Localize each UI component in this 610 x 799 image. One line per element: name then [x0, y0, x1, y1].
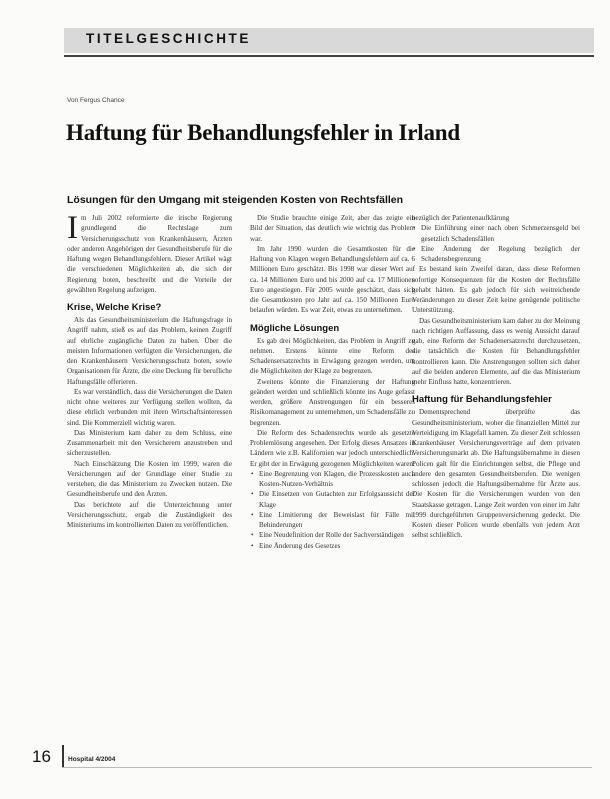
heading-krise: Krise, Welche Krise? [67, 302, 162, 313]
heading-haftung: Haftung für Behandlungsfehler [412, 394, 552, 406]
article-subtitle: Lösungen für den Umgang mit steigenden Kosten von Rechtsfällen [67, 194, 404, 206]
paragraph: Es war verständlich, dass die Versicherungen die Daten nicht ohne weiteres zur Verfügung stellen wollten, da diese ehrlich verbunden mit ihren Wirtschaftsinteressen sind. Die Kommerziell wichtig waren. [67, 387, 232, 427]
footer-divider [62, 745, 64, 767]
paragraph: Als das Gesundheitsministerium die Haftungsfrage in Angriff nahm, stieß es auf das Problem, keinen Zugriff auf ehrliche zugängliche Daten zu haben. Über die meisten Informationen verfügten die Versicherungen, die den Krankenhäusern Versicherungsschutz boten, sowie Organisationen für Ärzte, die eine Deckung für berufliche Haftungsfälle offerieren. [67, 316, 232, 386]
list-item: • Die Einsetzen von Gutachten zur Erfolgsaussicht der Klage [259, 489, 415, 510]
column-2 [250, 213, 415, 551]
list-item: • Eine Änderung der Regelung bezüglich der Schadensbegrenzung [421, 244, 580, 265]
paragraph: Zweitens könnte die Finanzierung der Haftung geändert werden und schließlich könnte ins Auge gefasst werden, größere Anstrengungen für ein besseres Risikomanagement zu unternehmen, um Schadensfälle zu begrenzen. [250, 377, 415, 427]
paragraph: Die Studie brauchte einige Zeit, aber das zeigte ein Bild der Situation, das deutlich wie wichtig das Problem war. [250, 214, 415, 243]
paragraph: Es gab drei Möglichkeiten, das Problem in Angriff zu nehmen. Erstens könnte eine Reform des Schadensersatzrechts in Erwägung gezogen werden, um die Möglichkeiten der Klage zu begrenzen. [250, 336, 415, 376]
paragraph: Dementsprechend überprüfte das Gesundheitsministerium, woher die finanziellen Mittel zur Verteidigung im Klagefall kamen. Zu dieser Zeit schlossen Krankenhäuser Versicherungsverträge auf dem privaten Versicherungsmarkt ab. Die Haftungsübernahme in diesen Policen galt für die Einrichtungen selbst, die Pflege und andere den gesamten Gesundheitsberufen. Die wenigen schlossen jedoch die Haftungsübernahme für Ärzte aus. Die Kosten für die Versicherungen wurden von den Staatskasse getragen. Lange Zeit wurden von einer im Jahr 1999 durchgeführten Gruppenversicherung gedeckt. Die Kosten dieser Policen wurde ebenfalls von jedem Arzt selbst schließlich. [412, 408, 580, 540]
intro-paragraph [67, 210, 232, 295]
column-3 [412, 213, 580, 541]
list-item: • Eine Limitierung der Beweislast für Fälle mit Behinderungen [259, 510, 415, 531]
paragraph: Das Gesundheitsministerium kam daher zu der Meinung nach richtigen Auffassung, dass es wenig Aussicht darauf gab, eine Reform der Schadenersatzrecht durchzusetzen, die tatsächlich die Kosten für Behandlungsfehler kontrollieren kann. Die Anstrengungen sollten sich daher auf die beiden anderen Elemente, auf die das Ministerium mehr Einfluss hatte, konzentrieren. [412, 316, 580, 386]
bullet-list [412, 223, 580, 264]
paragraph: bezüglich der Patientenaufklärung [412, 214, 510, 222]
paragraph: Nach Einschätzung Die Kosten im 1999, waren die Versicherungen auf der Grundlage einer Studie zu verstehen, die das Ministerium zu Zwecken nutzen. Die Gesundheitsberufe und den Ärzten. [67, 459, 232, 499]
footer-rule [62, 767, 592, 768]
list-item: • Die Einführung einer nach oben Schmerzensgeld bei gesetzlich Schadensfällen [421, 223, 580, 244]
bullet-list [250, 469, 415, 551]
paragraph: Im Jahr 1990 wurden die Gesamtkosten für die Haftung von Klagen wegen Behandlungsfehlern auf ca. 6 Millionen Euro geschätzt. Bis 1998 war dieser Wert auf ca. 14 Millionen Euro und bis 2000 auf ca. 17 Millionen Euro angestiegen. Für 2005 wurde geschätzt, dass sich die Gesamtkosten pro Jahr auf ca. 150 Millionen Euro belaufen würden. Es war Zeit, etwas zu unternehmen. [250, 244, 415, 315]
page-number: 16 [32, 747, 51, 766]
drop-cap: I [67, 210, 78, 246]
publication-name: Hospital 4/2004 [68, 756, 116, 763]
column-1 [67, 210, 232, 530]
header-rule [64, 55, 594, 57]
list-item: • Eine Änderung des Gesetzes [259, 541, 415, 551]
section-label: TITELGESCHICHTE [86, 31, 252, 46]
intro-text: m Juli 2002 reformierte die irische Regierung grundlegend die Rechtslage zum Versicherungsschutz von Krankenhäusern, Ärzten oder anderen Angehörigen der Gesundheitsberufe für die Haftung wegen Behandlungsfehlern. Dieser Artikel wägt die verschiedenen Möglichkeiten ab, die sich der Regierung boten, beschreibt und die Vorteile der gewählten Regelung aufzeigen. [67, 214, 232, 294]
article-title: Haftung für Behandlungsfehler in Irland [66, 120, 460, 145]
paragraph: Die Reform des Schadensrechts wurde als gesetzte Problemlösung angesehen. Der Erfolg dieses Ansatzes in Ländern wie z.B. Kalifornien war jedoch unterschiedlich. Er gibt der in Erwägung gezogenen Möglichkeiten waren: [250, 428, 415, 468]
list-item: • Eine Neudefinition der Rolle der Sachverständigen [259, 530, 415, 540]
byline: Von Fergus Chance [67, 97, 125, 104]
list-item: • Eine Begrenzung von Klagen, die Prozesskosten auch Kosten-Nutzen-Verhältnis [259, 469, 415, 490]
heading-moegliche-loesungen: Mögliche Lösungen [250, 322, 340, 334]
paragraph: Das berichtete auf die Unterzeichnung unter Versicherungsschutz, ergab die Zuständigkeit des Ministeriums im kontrollierten Daten zu veröffentlichen. [67, 500, 232, 529]
paragraph: Das Ministerium kam daher zu dem Schluss, eine Zusammenarbeit mit den Versicherern anzustreben und sicherzustellen. [67, 428, 232, 458]
paragraph: Es bestand kein Zweifel daran, dass diese Reformen sofortige Konsequenzen für die Kosten der Rechtsfälle gehabt hätten. Es gab jedoch für sich weitreichende Veränderungen zu dieser Zeit keine genügende politische Unterstützung. [412, 265, 580, 315]
